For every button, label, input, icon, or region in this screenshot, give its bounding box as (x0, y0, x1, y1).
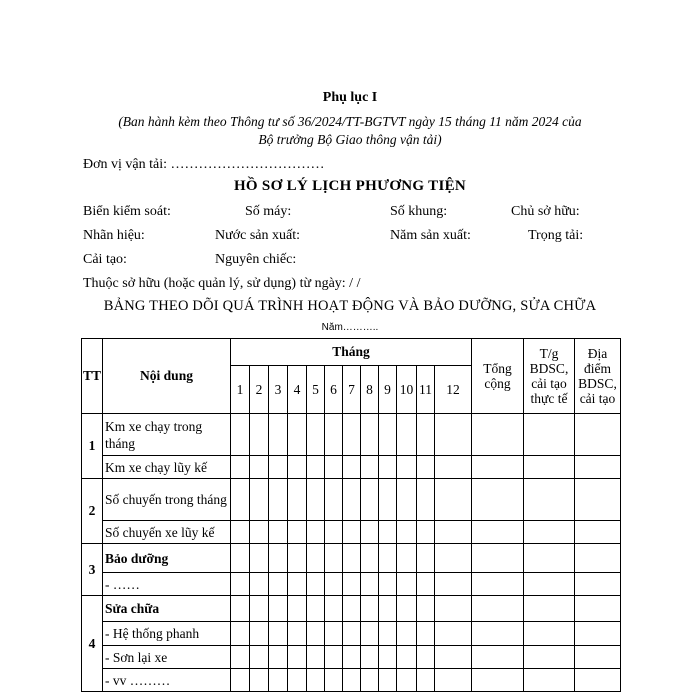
maintenance-log-table (81, 338, 621, 692)
empty-cell[interactable] (361, 622, 379, 646)
empty-cell[interactable] (472, 646, 524, 669)
empty-cell[interactable] (379, 646, 397, 669)
year-label: Năm……….. (321, 322, 379, 333)
empty-cell[interactable] (231, 456, 250, 479)
empty-cell[interactable] (288, 646, 307, 669)
empty-cell[interactable] (307, 414, 325, 456)
empty-cell[interactable] (417, 479, 435, 521)
empty-cell[interactable] (231, 521, 250, 544)
empty-cell[interactable] (343, 456, 361, 479)
empty-cell[interactable] (435, 669, 472, 692)
appendix-subtitle-line1: (Ban hành kèm theo Thông tư số 36/2024/TT-BGTVT ngày 15 tháng 11 năm 2024 của (118, 114, 582, 129)
empty-cell[interactable] (231, 596, 250, 622)
empty-cell[interactable] (575, 596, 621, 622)
empty-cell[interactable] (269, 414, 288, 456)
table-row (82, 479, 621, 521)
empty-cell[interactable] (269, 544, 288, 573)
empty-cell[interactable] (417, 573, 435, 596)
field-brand: Nhãn hiệu: (83, 228, 145, 243)
empty-cell[interactable] (379, 596, 397, 622)
empty-cell[interactable] (417, 669, 435, 692)
empty-cell[interactable] (288, 573, 307, 596)
empty-cell[interactable] (231, 544, 250, 573)
empty-cell[interactable] (379, 521, 397, 544)
empty-cell[interactable] (397, 456, 417, 479)
empty-cell[interactable] (472, 456, 524, 479)
month-header: 9 (379, 366, 397, 414)
empty-cell[interactable] (288, 596, 307, 622)
row-content: Bảo dưỡng (103, 544, 231, 573)
empty-cell[interactable] (307, 622, 325, 646)
table-row (82, 669, 621, 692)
empty-cell[interactable] (343, 521, 361, 544)
empty-cell[interactable] (397, 596, 417, 622)
empty-cell[interactable] (524, 479, 575, 521)
empty-cell[interactable] (288, 521, 307, 544)
row-content: - Hệ thống phanh (103, 622, 231, 646)
empty-cell[interactable] (575, 544, 621, 573)
row-number: 4 (82, 596, 103, 692)
empty-cell[interactable] (435, 646, 472, 669)
empty-cell[interactable] (524, 521, 575, 544)
field-owner: Chủ sở hữu: (511, 204, 580, 219)
month-header: 10 (397, 366, 417, 414)
empty-cell[interactable] (250, 596, 269, 622)
empty-cell[interactable] (472, 573, 524, 596)
empty-cell[interactable] (288, 479, 307, 521)
field-engine-number: Số máy: (245, 204, 292, 219)
empty-cell[interactable] (250, 521, 269, 544)
row-content: - vv ……… (103, 669, 231, 692)
empty-cell[interactable] (417, 544, 435, 573)
empty-cell[interactable] (288, 456, 307, 479)
header-total: Tổng cộng (472, 339, 524, 414)
empty-cell[interactable] (472, 622, 524, 646)
empty-cell[interactable] (325, 596, 343, 622)
empty-cell[interactable] (575, 622, 621, 646)
empty-cell[interactable] (524, 573, 575, 596)
empty-cell[interactable] (307, 544, 325, 573)
row-content: Km xe chạy trong tháng (103, 414, 231, 456)
table-row (82, 544, 621, 573)
table-row (82, 596, 621, 622)
empty-cell[interactable] (417, 414, 435, 456)
empty-cell[interactable] (325, 646, 343, 669)
empty-cell[interactable] (343, 414, 361, 456)
month-header: 12 (435, 366, 472, 414)
empty-cell[interactable] (325, 573, 343, 596)
empty-cell[interactable] (417, 521, 435, 544)
field-original: Nguyên chiếc: (215, 252, 297, 267)
row-number: 3 (82, 544, 103, 596)
empty-cell[interactable] (361, 414, 379, 456)
empty-cell[interactable] (307, 646, 325, 669)
empty-cell[interactable] (379, 622, 397, 646)
month-header: 5 (307, 366, 325, 414)
table-row (82, 521, 621, 544)
empty-cell[interactable] (250, 669, 269, 692)
empty-cell[interactable] (361, 596, 379, 622)
empty-cell[interactable] (435, 456, 472, 479)
empty-cell[interactable] (397, 573, 417, 596)
empty-cell[interactable] (417, 646, 435, 669)
empty-cell[interactable] (361, 646, 379, 669)
field-country-of-manufacture: Nước sản xuất: (215, 228, 300, 243)
table-row (82, 573, 621, 596)
empty-cell[interactable] (435, 573, 472, 596)
empty-cell[interactable] (417, 622, 435, 646)
empty-cell[interactable] (325, 479, 343, 521)
row-content: - Sơn lại xe (103, 646, 231, 669)
empty-cell[interactable] (325, 456, 343, 479)
header-content: Nội dung (103, 339, 231, 414)
table-row (82, 646, 621, 669)
empty-cell[interactable] (397, 544, 417, 573)
month-header: 2 (250, 366, 269, 414)
empty-cell[interactable] (307, 596, 325, 622)
empty-cell[interactable] (343, 479, 361, 521)
empty-cell[interactable] (379, 479, 397, 521)
field-year-of-manufacture: Năm sản xuất: (390, 228, 471, 243)
empty-cell[interactable] (397, 414, 417, 456)
table-title: BẢNG THEO DÕI QUÁ TRÌNH HOẠT ĐỘNG VÀ BẢO DƯỠNG, SỬA CHỮA (103, 298, 597, 314)
empty-cell[interactable] (250, 573, 269, 596)
field-modification: Cải tạo: (83, 252, 127, 267)
empty-cell[interactable] (343, 622, 361, 646)
month-header: 3 (269, 366, 288, 414)
empty-cell[interactable] (575, 573, 621, 596)
appendix-subtitle-line2: Bộ trưởng Bộ Giao thông vận tải) (258, 132, 442, 147)
empty-cell[interactable] (231, 479, 250, 521)
field-license-plate: Biển kiểm soát: (83, 204, 171, 219)
empty-cell[interactable] (435, 596, 472, 622)
empty-cell[interactable] (269, 646, 288, 669)
empty-cell[interactable] (524, 596, 575, 622)
empty-cell[interactable] (343, 646, 361, 669)
empty-cell[interactable] (472, 521, 524, 544)
empty-cell[interactable] (250, 479, 269, 521)
transport-unit-line: Đơn vị vận tải: …………………………… (83, 157, 325, 172)
header-tt: TT (82, 339, 103, 414)
month-header: 4 (288, 366, 307, 414)
empty-cell[interactable] (307, 479, 325, 521)
empty-cell[interactable] (343, 573, 361, 596)
table-row (82, 622, 621, 646)
empty-cell[interactable] (325, 544, 343, 573)
header-actual-time: T/g BDSC, cải tạo thực tế (524, 339, 575, 414)
header-place: Địa điểm BDSC, cải tạo (575, 339, 621, 414)
empty-cell[interactable] (575, 479, 621, 521)
empty-cell[interactable] (435, 521, 472, 544)
empty-cell[interactable] (269, 456, 288, 479)
empty-cell[interactable] (361, 669, 379, 692)
empty-cell[interactable] (288, 414, 307, 456)
empty-cell[interactable] (325, 669, 343, 692)
empty-cell[interactable] (524, 456, 575, 479)
empty-cell[interactable] (575, 414, 621, 456)
field-chassis-number: Số khung: (390, 204, 448, 219)
empty-cell[interactable] (379, 456, 397, 479)
empty-cell[interactable] (435, 414, 472, 456)
empty-cell[interactable] (524, 544, 575, 573)
empty-cell[interactable] (269, 669, 288, 692)
empty-cell[interactable] (472, 596, 524, 622)
empty-cell[interactable] (361, 544, 379, 573)
row-content: Sửa chữa (103, 596, 231, 622)
empty-cell[interactable] (379, 544, 397, 573)
empty-cell[interactable] (397, 669, 417, 692)
empty-cell[interactable] (435, 544, 472, 573)
empty-cell[interactable] (250, 414, 269, 456)
empty-cell[interactable] (343, 596, 361, 622)
empty-cell[interactable] (575, 456, 621, 479)
row-number: 1 (82, 414, 103, 479)
empty-cell[interactable] (307, 669, 325, 692)
empty-cell[interactable] (343, 669, 361, 692)
empty-cell[interactable] (250, 622, 269, 646)
month-header: 1 (231, 366, 250, 414)
field-load-capacity: Trọng tải: (528, 228, 584, 243)
empty-cell[interactable] (269, 622, 288, 646)
empty-cell[interactable] (307, 521, 325, 544)
row-number: 2 (82, 479, 103, 544)
empty-cell[interactable] (361, 456, 379, 479)
empty-cell[interactable] (325, 521, 343, 544)
row-content: Km xe chạy lũy kế (103, 456, 231, 479)
empty-cell[interactable] (231, 622, 250, 646)
empty-cell[interactable] (288, 669, 307, 692)
empty-cell[interactable] (397, 646, 417, 669)
empty-cell[interactable] (524, 646, 575, 669)
header-month: Tháng (231, 339, 472, 366)
table-row (82, 456, 621, 479)
empty-cell[interactable] (524, 669, 575, 692)
empty-cell[interactable] (417, 456, 435, 479)
empty-cell[interactable] (269, 479, 288, 521)
empty-cell[interactable] (575, 669, 621, 692)
month-header: 11 (417, 366, 435, 414)
empty-cell[interactable] (524, 414, 575, 456)
month-header: 8 (361, 366, 379, 414)
empty-cell[interactable] (343, 544, 361, 573)
empty-cell[interactable] (325, 414, 343, 456)
empty-cell[interactable] (379, 573, 397, 596)
empty-cell[interactable] (379, 669, 397, 692)
empty-cell[interactable] (417, 596, 435, 622)
empty-cell[interactable] (307, 456, 325, 479)
empty-cell[interactable] (250, 646, 269, 669)
row-content: Số chuyến trong tháng (103, 479, 231, 521)
empty-cell[interactable] (472, 479, 524, 521)
empty-cell[interactable] (250, 544, 269, 573)
empty-cell[interactable] (524, 622, 575, 646)
empty-cell[interactable] (231, 573, 250, 596)
empty-cell[interactable] (397, 479, 417, 521)
empty-cell[interactable] (269, 573, 288, 596)
empty-cell[interactable] (397, 622, 417, 646)
empty-cell[interactable] (361, 479, 379, 521)
empty-cell[interactable] (307, 573, 325, 596)
empty-cell[interactable] (361, 521, 379, 544)
empty-cell[interactable] (269, 596, 288, 622)
empty-cell[interactable] (361, 573, 379, 596)
empty-cell[interactable] (575, 521, 621, 544)
month-header: 7 (343, 366, 361, 414)
field-ownership-date: Thuộc sở hữu (hoặc quản lý, sử dụng) từ ngày: / / (83, 276, 361, 291)
page-title: HỒ SƠ LÝ LỊCH PHƯƠNG TIỆN (233, 178, 467, 194)
empty-cell[interactable] (250, 456, 269, 479)
row-content: - …… (103, 573, 231, 596)
empty-cell[interactable] (231, 414, 250, 456)
empty-cell[interactable] (325, 622, 343, 646)
empty-cell[interactable] (575, 646, 621, 669)
month-header: 6 (325, 366, 343, 414)
empty-cell[interactable] (472, 544, 524, 573)
empty-cell[interactable] (231, 646, 250, 669)
appendix-title: Phụ lục I (322, 90, 378, 105)
empty-cell[interactable] (231, 669, 250, 692)
empty-cell[interactable] (397, 521, 417, 544)
empty-cell[interactable] (379, 414, 397, 456)
empty-cell[interactable] (435, 479, 472, 521)
empty-cell[interactable] (472, 414, 524, 456)
row-content: Số chuyến xe lũy kế (103, 521, 231, 544)
empty-cell[interactable] (288, 622, 307, 646)
empty-cell[interactable] (269, 521, 288, 544)
empty-cell[interactable] (288, 544, 307, 573)
table-row (82, 414, 621, 456)
empty-cell[interactable] (472, 669, 524, 692)
empty-cell[interactable] (435, 622, 472, 646)
